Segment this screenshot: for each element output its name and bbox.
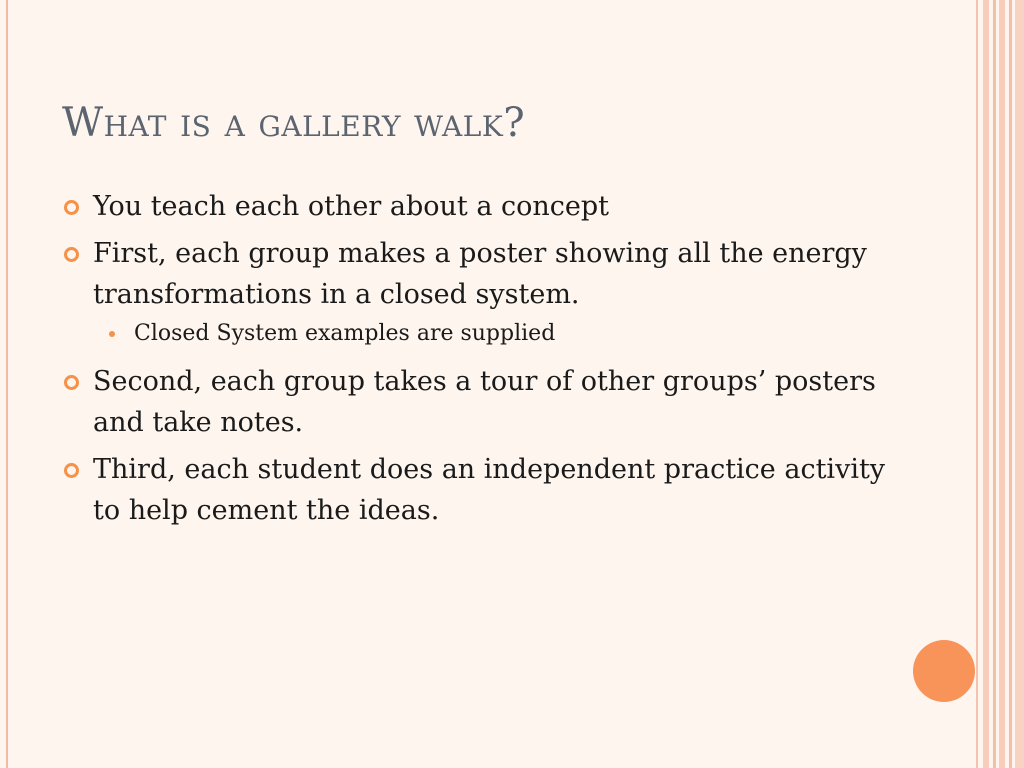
right-stripe xyxy=(993,0,996,768)
right-stripe xyxy=(1009,0,1012,768)
bullet-circle-icon xyxy=(64,200,79,215)
sub-bullet-text: Closed System examples are supplied xyxy=(134,321,556,346)
slide-title: What is a gallery walk? xyxy=(62,100,526,146)
right-stripe xyxy=(1015,0,1024,768)
sub-bullet-dot-icon xyxy=(109,331,115,337)
sub-bullet-item xyxy=(62,319,892,349)
bullet-circle-icon xyxy=(64,247,79,262)
left-border-line xyxy=(6,0,8,768)
bullet-list xyxy=(62,186,892,537)
bullet-circle-icon xyxy=(64,463,79,478)
bullet-item xyxy=(62,449,892,531)
right-stripe xyxy=(983,0,989,768)
bullet-text: Third, each student does an independent practice activity to help cement the ideas. xyxy=(93,454,886,526)
bullet-text: You teach each other about a concept xyxy=(93,191,609,222)
bullet-item xyxy=(62,233,892,315)
bullet-item xyxy=(62,361,892,443)
orange-circle-decoration xyxy=(913,640,975,702)
bullet-circle-icon xyxy=(64,375,79,390)
bullet-text: Second, each group takes a tour of other groups’ posters and take notes. xyxy=(93,366,876,438)
right-stripe xyxy=(999,0,1005,768)
bullet-text: First, each group makes a poster showing all the energy transformations in a closed system. xyxy=(93,238,867,310)
right-stripe xyxy=(976,0,978,768)
bullet-item xyxy=(62,186,892,227)
